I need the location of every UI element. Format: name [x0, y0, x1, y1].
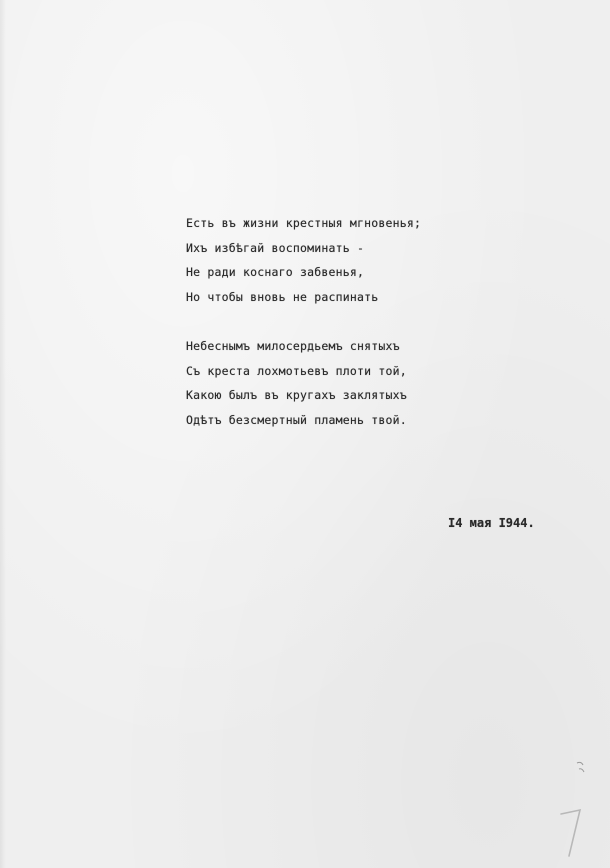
- pencil-mark-icon: [574, 760, 588, 776]
- poem-line: Ихъ избѣгай воспоминать -: [186, 240, 365, 255]
- handwritten-page-number-icon: [556, 800, 586, 860]
- poem: [186, 211, 486, 433]
- poem-line: Какою былъ въ кругахъ заклятыхъ: [186, 388, 407, 403]
- poem-line: Но чтобы вновь не распинать: [186, 290, 379, 305]
- poem-stanza-1: [186, 211, 486, 310]
- poem-line: Одѣтъ безсмертный пламень твой.: [186, 412, 407, 427]
- poem-line: Небеснымъ милосердьемъ снятыхъ: [186, 338, 400, 353]
- page-edge-shadow: [0, 0, 6, 868]
- poem-line: Съ креста лохмотьевъ плоти той,: [186, 363, 407, 378]
- poem-line: Есть въ жизни крестныя мгновенья;: [186, 216, 422, 230]
- poem-line: Не ради коснаго забвенья,: [186, 265, 365, 280]
- poem-date: I4 мая I944.: [448, 516, 535, 530]
- poem-stanza-2: [186, 334, 486, 433]
